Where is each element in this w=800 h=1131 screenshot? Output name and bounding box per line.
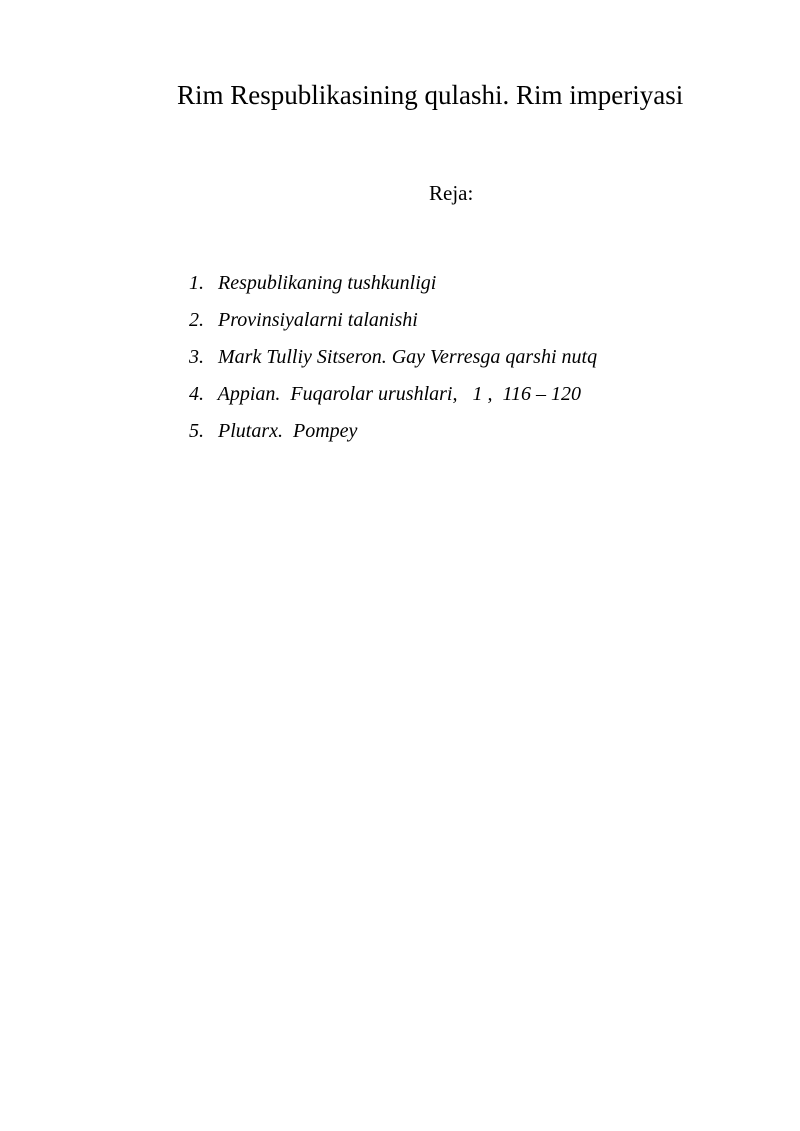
- document-title: Rim Respublikasining qulashi. Rim imperiyasi: [177, 80, 684, 110]
- plan-item-text: Appian. Fuqarolar urushlari, 1 , 116 – 120: [217, 383, 581, 405]
- plan-item-number: 1.: [189, 272, 204, 294]
- plan-item-3: [189, 343, 597, 380]
- plan-item-text: Plutarx. Pompey: [218, 420, 358, 442]
- plan-item-number: 5.: [189, 420, 204, 442]
- plan-item-1: [189, 269, 597, 306]
- plan-item-number: 2.: [189, 309, 204, 331]
- plan-item-5: [189, 417, 597, 454]
- plan-item-number: 3.: [189, 346, 204, 368]
- plan-item-number: 4.: [189, 383, 204, 405]
- plan-list: [189, 269, 597, 454]
- plan-item-text: Provinsiyalarni talanishi: [218, 309, 418, 331]
- plan-item-2: [189, 306, 597, 343]
- plan-item-4: [189, 380, 597, 417]
- plan-heading: Reja:: [429, 181, 474, 205]
- plan-item-text: Respublikaning tushkunligi: [218, 272, 437, 294]
- plan-item-text: Mark Tulliy Sitseron. Gay Verresga qarshi nutq: [218, 346, 598, 368]
